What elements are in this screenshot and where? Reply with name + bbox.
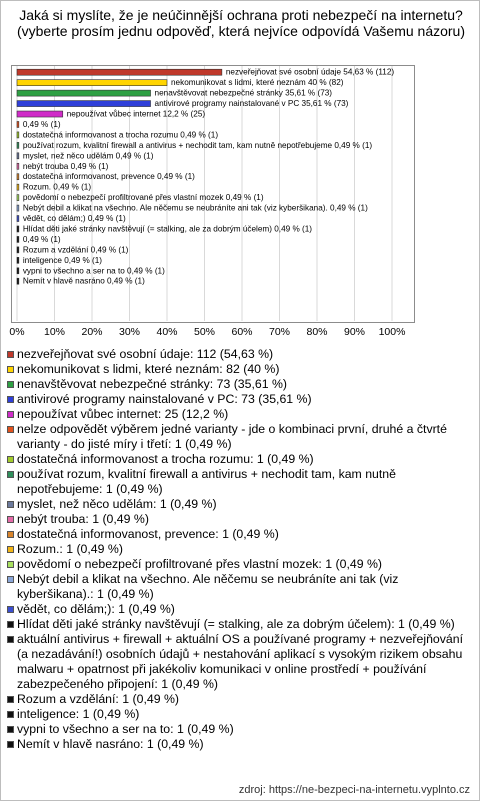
legend-item (7, 422, 469, 452)
legend-label: dostatečná informovanost, prevence: 1 (0,49 %) (17, 527, 279, 541)
bar-chart (1, 1, 480, 341)
legend-item (7, 527, 469, 542)
bar-label: inteligence 0,49 % (1) (22, 255, 103, 265)
x-tick-label: 30% (118, 326, 141, 338)
legend-swatch (7, 351, 14, 358)
legend-swatch (7, 546, 14, 553)
legend-label: nekomunikovat s lidmi, které neznám: 82 (40 %) (17, 362, 280, 376)
bar (17, 184, 19, 190)
legend-label: antivirové programy nainstalované v PC: 73 (35,61 %) (17, 392, 312, 406)
legend-label: Nebýt debil a klikat na všechno. Ale něčemu se neubráníte ani tak (viz kyberšikana).: 1 (0,49 %) (17, 572, 399, 601)
legend-item (7, 452, 469, 467)
chart-title: Jaká si myslíte, že je neúčinnější ochrana proti nebezpečí na internetu? (vyberte prosím jednu odpověď, která nejvíce odpovídá Vašemu názoru) (16, 7, 466, 39)
x-tick-label: 60% (231, 326, 253, 338)
x-tick-label: 40% (156, 326, 178, 338)
bar-label: dostatečná informovanost, prevence 0,49 % (1) (22, 172, 195, 182)
legend-label: aktuální antivirus + firewall + aktuální OS a používané programy + nezveřejňování (a nezadávání!) osobních údajů + nestahování aplikací s vysokým rizikem obsahu malwaru + opatrnost při jakékoliv komunikaci v online prostředí + používání zabezpečeného připojení: 1 (0,49 %) (17, 632, 464, 691)
bar (17, 205, 19, 211)
bar-label: dostatečná informovanost a trocha rozumu 0,49 % (1) (22, 130, 219, 140)
legend-label: myslet, než něco udělám: 1 (0,49 %) (17, 497, 217, 511)
legend-item (7, 722, 469, 737)
bar-label: 0,49 % (1) (22, 119, 61, 129)
source-note: zdroj: https://ne-bezpeci-na-internetu.vyplnto.cz (238, 784, 470, 796)
legend-item (7, 347, 469, 362)
legend-label: povědomí o nebezpečí profiltrované přes vlastní mozek: 1 (0,49 %) (17, 557, 382, 571)
bar (17, 80, 167, 86)
x-tick-label: 70% (268, 326, 291, 338)
bar (17, 153, 19, 159)
bar-label: povědomí o nebezpečí profiltrované přes vlastní mozek 0,49 % (1) (22, 193, 264, 203)
legend-swatch (7, 366, 14, 373)
legend-item (7, 542, 469, 557)
legend-swatch (7, 621, 14, 628)
legend-item (7, 707, 469, 722)
legend-swatch (7, 381, 14, 388)
bar (17, 132, 19, 138)
legend-swatch (7, 426, 14, 433)
bar (17, 236, 19, 242)
bar-label: vypni to všechno a ser na to 0,49 % (1) (22, 266, 165, 276)
legend-label: inteligence: 1 (0,49 %) (17, 707, 140, 721)
bar-label: používat rozum, kvalitní firewall a antivirus + nechodit tam, kam nutně nepotřebujeme 0,49 % (1) (22, 140, 373, 150)
legend-swatch (7, 411, 14, 418)
bar-label: Hlídat děti jaké stránky navštěvují (= stalking, ale za dobrým účelem) 0,49 % (1) (22, 224, 313, 234)
legend-item (7, 362, 469, 377)
bar (17, 101, 151, 107)
x-tick-label: 100% (378, 326, 406, 338)
bar-label: Nebýt debil a klikat na všechno. Ale něčemu se neubráníte ani tak (viz kyberšikana). 0,49 % (1) (22, 203, 368, 213)
legend-item (7, 392, 469, 407)
bar (17, 163, 19, 169)
legend-item (7, 512, 469, 527)
bar-label: nezveřejňovat své osobní údaje 54,63 % (112) (225, 67, 395, 77)
legend-swatch (7, 456, 14, 463)
bar-label: nenavštěvovat nebezpečné stránky 35,61 % (73) (154, 88, 333, 98)
legend-item (7, 407, 469, 422)
legend (7, 347, 469, 752)
legend-label: používat rozum, kvalitní firewall a antivirus + nechodit tam, kam nutně nepotřebujeme: 1 (0,49 %) (17, 467, 396, 496)
bar-label: vědět, co dělám;) 0,49 % (1) (22, 214, 126, 224)
bar (17, 121, 19, 127)
bar-label: Rozum. 0,49 % (1) (22, 182, 92, 192)
legend-swatch (7, 726, 14, 733)
x-tick-label: 20% (81, 326, 103, 338)
legend-label: nebýt trouba: 1 (0,49 %) (17, 512, 149, 526)
legend-label: nezveřejňovat své osobní údaje: 112 (54,63 %) (17, 347, 274, 361)
bar-label: nebýt trouba 0,49 % (1) (22, 161, 109, 171)
bar (17, 268, 19, 274)
legend-swatch (7, 471, 14, 478)
x-tick-label: 50% (193, 326, 216, 338)
bar (17, 257, 19, 263)
bar-label: myslet, než něco udělám 0,49 % (1) (22, 151, 154, 161)
x-tick-label: 0% (9, 326, 25, 338)
legend-item (7, 692, 469, 707)
legend-label: Hlídat děti jaké stránky navštěvují (= stalking, ale za dobrým účelem): 1 (0,49 %) (17, 617, 455, 631)
legend-label: vypni to všechno a ser na to: 1 (0,49 %) (17, 722, 234, 736)
legend-swatch (7, 576, 14, 583)
bar-label: Nemít v hlavě nasráno 0,49 % (1) (22, 276, 145, 286)
legend-label: nepoužívat vůbec internet: 25 (12,2 %) (17, 407, 229, 421)
x-tick-label: 90% (343, 326, 366, 338)
legend-item (7, 377, 469, 392)
legend-swatch (7, 396, 14, 403)
bar (17, 142, 19, 148)
bar (17, 111, 63, 117)
bar-label: nepoužívat vůbec internet 12,2 % (25) (66, 109, 206, 119)
x-tick-label: 80% (306, 326, 328, 338)
legend-item (7, 602, 469, 617)
legend-swatch (7, 606, 14, 613)
bar (17, 69, 222, 75)
legend-item (7, 497, 469, 512)
bar-label: Rozum a vzdělání 0,49 % (1) (22, 245, 129, 255)
legend-item (7, 557, 469, 572)
legend-swatch (7, 531, 14, 538)
bar-label: 0,49 % (1) (22, 234, 61, 244)
legend-swatch (7, 516, 14, 523)
legend-swatch (7, 501, 14, 508)
legend-label: Rozum.: 1 (0,49 %) (17, 542, 123, 556)
bar (17, 174, 19, 180)
legend-swatch (7, 741, 14, 748)
legend-label: nenavštěvovat nebezpečné stránky: 73 (35,61 %) (17, 377, 288, 391)
legend-label: nelze odpovědět výběrem jedné varianty - jde o kombinaci první, druhé a čtvrté varianty - do jisté míry i třetí: 1 (0,49 %) (17, 422, 447, 451)
legend-item (7, 632, 469, 692)
legend-item (7, 617, 469, 632)
legend-item (7, 467, 469, 497)
bar (17, 90, 151, 96)
legend-item (7, 572, 469, 602)
legend-swatch (7, 561, 14, 568)
legend-swatch (7, 696, 14, 703)
x-tick-label: 10% (43, 326, 66, 338)
legend-label: Rozum a vzdělání: 1 (0,49 %) (17, 692, 179, 706)
bar-label: nekomunikovat s lidmi, které neznám 40 % (82) (171, 78, 344, 88)
legend-label: Nemít v hlavě nasráno: 1 (0,49 %) (17, 737, 204, 751)
legend-swatch (7, 711, 14, 718)
bar (17, 278, 19, 284)
bar (17, 247, 19, 253)
legend-swatch (7, 636, 14, 643)
legend-item (7, 737, 469, 752)
legend-label: vědět, co dělám;): 1 (0,49 %) (17, 602, 175, 616)
bar (17, 216, 19, 222)
bar (17, 195, 19, 201)
legend-label: dostatečná informovanost a trocha rozumu: 1 (0,49 %) (17, 452, 314, 466)
bar (17, 226, 19, 232)
bar-label: antivirové programy nainstalované v PC 35,61 % (73) (154, 99, 349, 109)
